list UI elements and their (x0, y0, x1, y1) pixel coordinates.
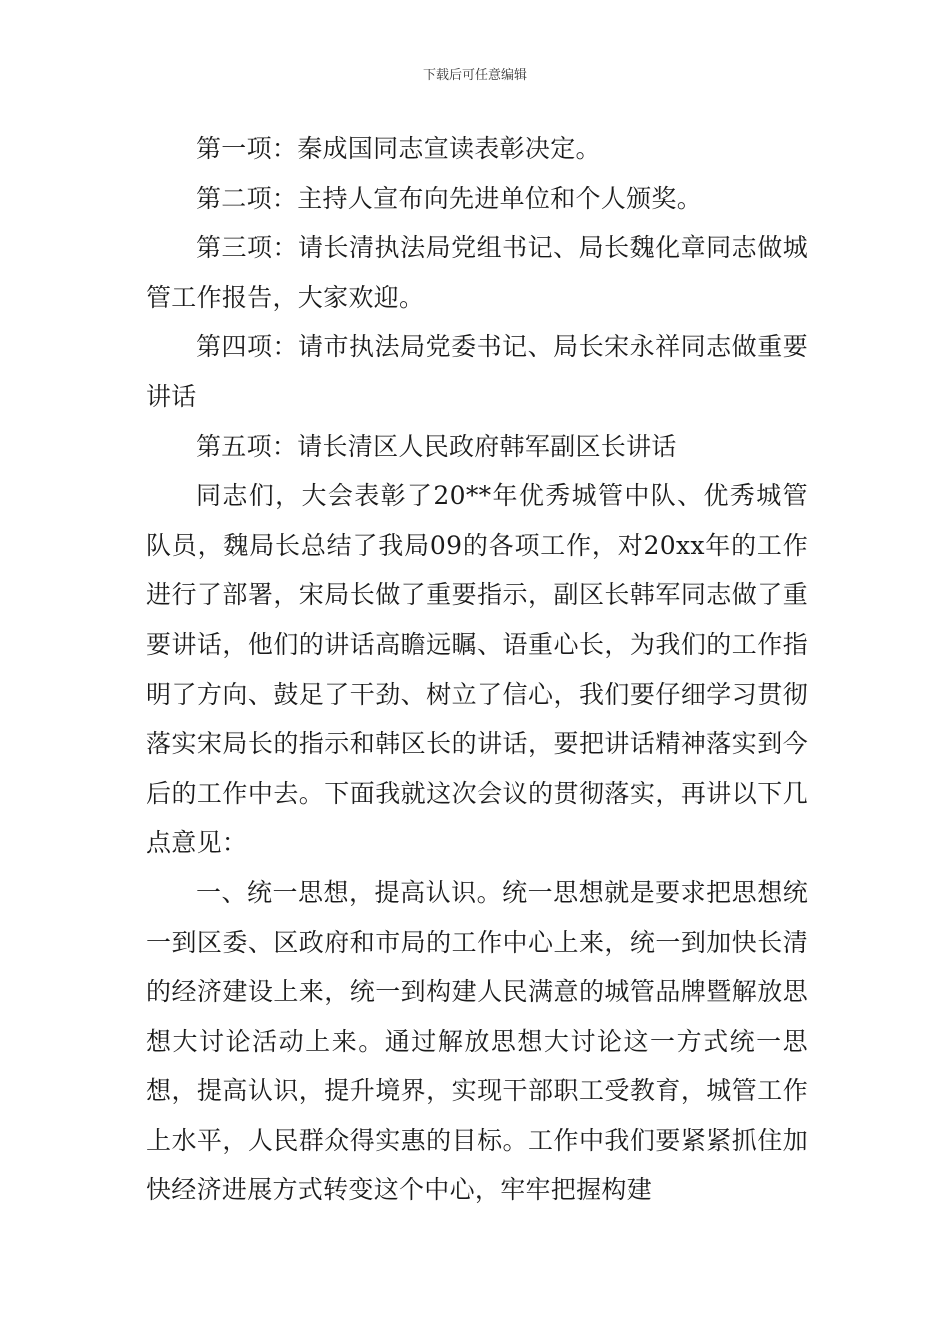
paragraph-item-3: 第三项：请长清执法局党组书记、局长魏化章同志做城管工作报告，大家欢迎。 (146, 233, 808, 312)
document-body (146, 124, 808, 1215)
paragraph-item-2: 第二项：主持人宣布向先进单位和个人颁奖。 (196, 183, 703, 213)
paragraph-item-1: 第一项：秦成国同志宣读表彰决定。 (196, 134, 601, 163)
paragraph-item-4: 第四项：请市执法局党委书记、局长宋永祥同志做重要讲话 (146, 332, 808, 411)
paragraph-item-5: 第五项：请长清区人民政府韩军副区长讲话 (196, 431, 677, 461)
paragraph-item-7: 一、统一思想，提高认识。统一思想就是要求把思想统一到区委、区政府和市局的工作中心上来，统一到加快长清的经济建设上来，统一到构建人民满意的城管品牌暨解放思想大讨论活动上来。通过解放思想大讨论这一方式统一思想，提高认识，提升境界，实现干部职工受教育，城管工作上水平，人民群众得实惠的目标。工作中我们要紧紧抓住加快经济进展方式转变这个中心，牢牢把握构建 (146, 877, 808, 1205)
paragraph-item-6: 同志们，大会表彰了20**年优秀城管中队、优秀城管队员，魏局长总结了我局09的各项工作，对20xx年的工作进行了部署，宋局长做了重要指示，副区长韩军同志做了重要讲话，他们的讲话高瞻远瞩、语重心长，为我们的工作指明了方向、鼓足了干劲、树立了信心，我们要仔细学习贯彻落实宋局长的指示和韩区长的讲话，要把讲话精神落实到今后的工作中去。下面我就这次会议的贯彻落实，再讲以下几点意见： (146, 481, 808, 858)
page-header-note: 下载后可任意编辑 (422, 68, 527, 83)
